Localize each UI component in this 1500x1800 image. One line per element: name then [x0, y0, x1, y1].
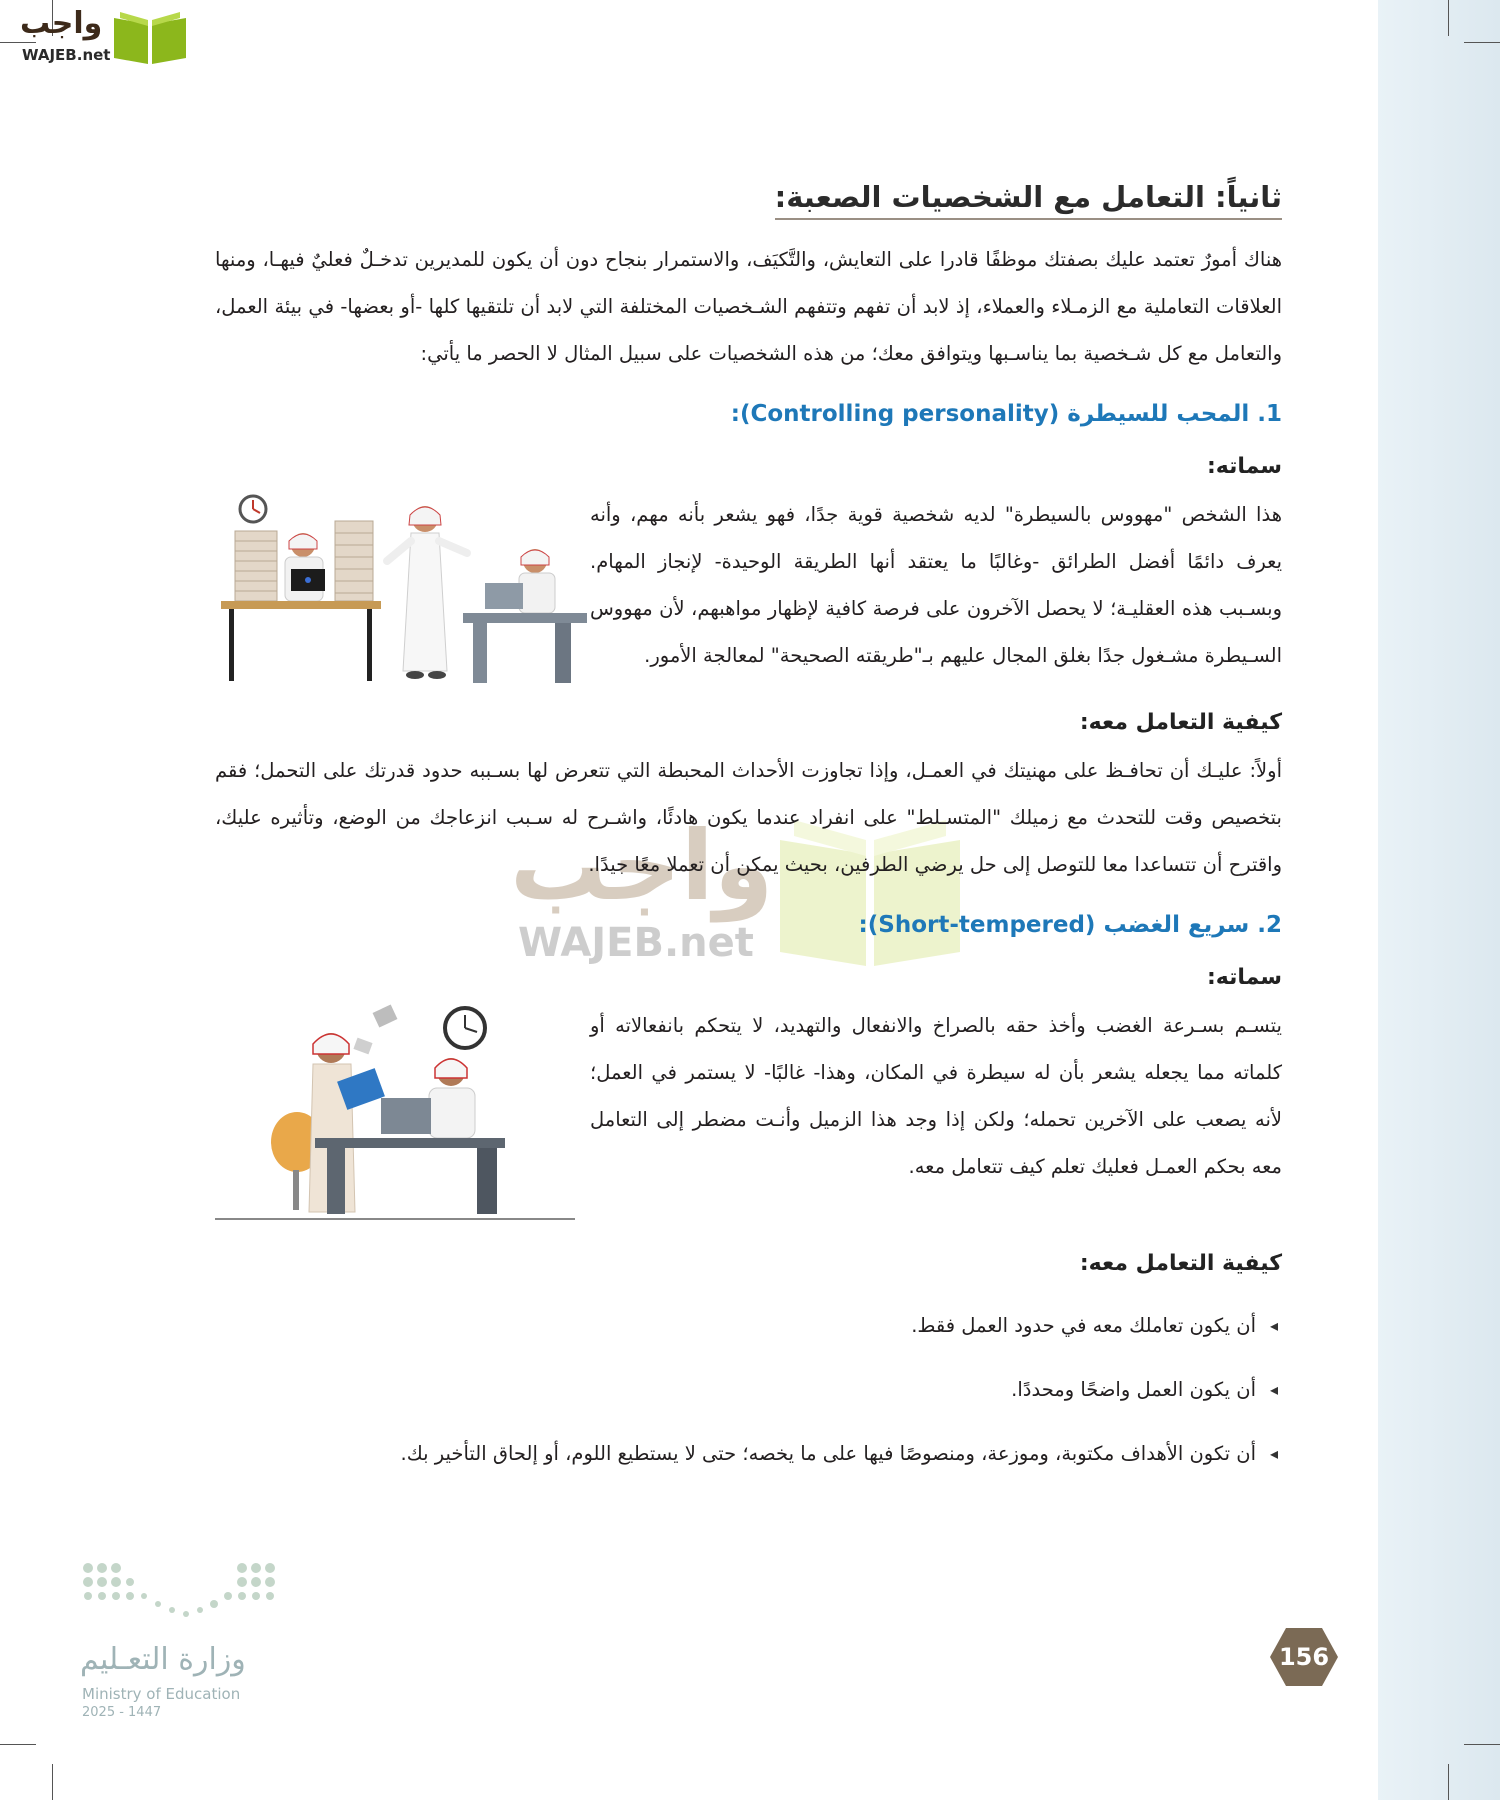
- watermark-arabic: واجب: [510, 810, 774, 922]
- crop-mark: [52, 1764, 53, 1800]
- page-number: 156: [1278, 1643, 1330, 1671]
- item1-traits-heading: سماته:: [1206, 454, 1282, 479]
- item2-howto-heading: كيفية التعامل معه:: [1079, 1251, 1282, 1276]
- list-item: ◂ أن تكون الأهداف مكتوبة، وموزعة، ومنصوصًا فيها على ما يخصه؛ حتى لا يستطيع اللوم، أو إلحاق التأخير بك.: [215, 1422, 1282, 1486]
- intro-paragraph: هناك أمورٌ تعتمد عليك بصفتك موظفًا قادرا على التعايش، والتَّكيَف، والاستمرار بنجاح دون أن يكون للمديرين تدخـلٌ فعليٌ فيهـا، ومنها العلاقات التعاملية مع الزمـلاء والعملاء، إذ لابد أن تفهم وتتفهم الشـخصيات المختلفة التي لابد أن تلتقيها كلها -أو بعضها- في بيئة العمل، والتعامل مع كل شـخصية بما يناسـبها ويتوافق معك؛ من هذه الشخصيات على سبيل المثال لا الحصر ما يأتي:: [215, 248, 1282, 365]
- book-icon: [110, 8, 190, 66]
- item2-howto-list: [215, 1294, 1282, 1486]
- side-band: [1378, 0, 1500, 1800]
- ministry-name-english: Ministry of Education: [82, 1685, 241, 1703]
- logo-english: WAJEB.net: [22, 46, 111, 64]
- item2-traits-row: [215, 1002, 1282, 1236]
- item1-howto-text: أولاً: عليـك أن تحافـظ على مهنيتك في العمـل، وإذا تجاوزت الأحداث المحبطة التي تتعرض لها بسـببه حدود قدرتك على التحمل؛ فقم بتخصيص وقت للتحدث مع زميلك "المتسـلط" على انفراد عندما يكون هادئًا، واشـرح له سـبب انزعاجك من الوضع، وتأثيره عليك، واقترح أن تتساعدا معا للتوصل إلى حل يرضي الطرفين، بحيث يمكن أن تعملا معًا جيدًا.: [215, 759, 1282, 876]
- crop-mark: [1448, 0, 1449, 36]
- logo-arabic: واجب: [20, 6, 103, 41]
- item2-traits-text: يتسـم بسـرعة الغضب وأخذ حقه بالصراخ والانفعال والتهديد، لا يتحكم بانفعالاته أو كلماته مما يجعله يشعر بأن له سيطرة في المكان، وهذا- غالبًا- لا يستمر في العمل؛ لأنه يصعب على الآخرين تحمله؛ ولكن إذا وجد هذا الزميل وأنـت مضطر إلى التعامل معه بحكم العمـل فعليك تعلم كيف تتعامل معه.: [590, 1014, 1282, 1178]
- item1-howto-heading: كيفية التعامل معه:: [1079, 710, 1282, 735]
- page-content: [215, 180, 1282, 1486]
- crop-mark: [0, 1744, 36, 1745]
- item1-traits-row: [215, 491, 1282, 695]
- ministry-logo: [80, 1560, 280, 1720]
- item2-traits-heading: سماته:: [1206, 965, 1282, 990]
- ministry-name-arabic: وزارة التعـليم: [80, 1642, 246, 1677]
- list-item: ◂ أن يكون العمل واضحًا ومحددًا.: [215, 1358, 1282, 1422]
- item1-office-illustration: [215, 491, 590, 695]
- crop-mark: [1464, 42, 1500, 43]
- section-title: ثانياً: التعامل مع الشخصيات الصعبة:: [775, 180, 1282, 220]
- list-item: ◂ أن يكون تعاملك معه في حدود العمل فقط.: [215, 1294, 1282, 1358]
- item2-title: 2. سريع الغضب (Short-tempered):: [858, 912, 1282, 938]
- item1-traits-text: هذا الشخص "مهووس بالسيطرة" لديه شخصية قوية جدًا، فهو يشعر بأنه مهم، وأنه يعرف دائمًا أفضل الطرائق -وغالبًا ما يعتقد أنها الطريقة الوحيدة- لإنجاز المهام. وبسـبب هذه العقليـة؛ لا يحصل الآخرون على فرصة كافية لإظهار مواهبهم، لأن مهووس السـيطرة مشـغول جدًا بغلق المجال عليهم بـ"طريقته الصحيحة" لمعالجة الأمور.: [590, 503, 1282, 667]
- page-number-badge: [1268, 1626, 1340, 1688]
- crop-mark: [1464, 1744, 1500, 1745]
- ministry-year: 2025 - 1447: [82, 1705, 162, 1720]
- ministry-dots-icon: [80, 1560, 280, 1640]
- item2-office-illustration: [215, 1002, 590, 1236]
- watermark-english: WAJEB.net: [518, 920, 754, 966]
- crop-mark: [1448, 1764, 1449, 1800]
- item1-title: 1. المحب للسيطرة (Controlling personality):: [730, 401, 1282, 427]
- wajeb-logo[interactable]: [10, 6, 190, 68]
